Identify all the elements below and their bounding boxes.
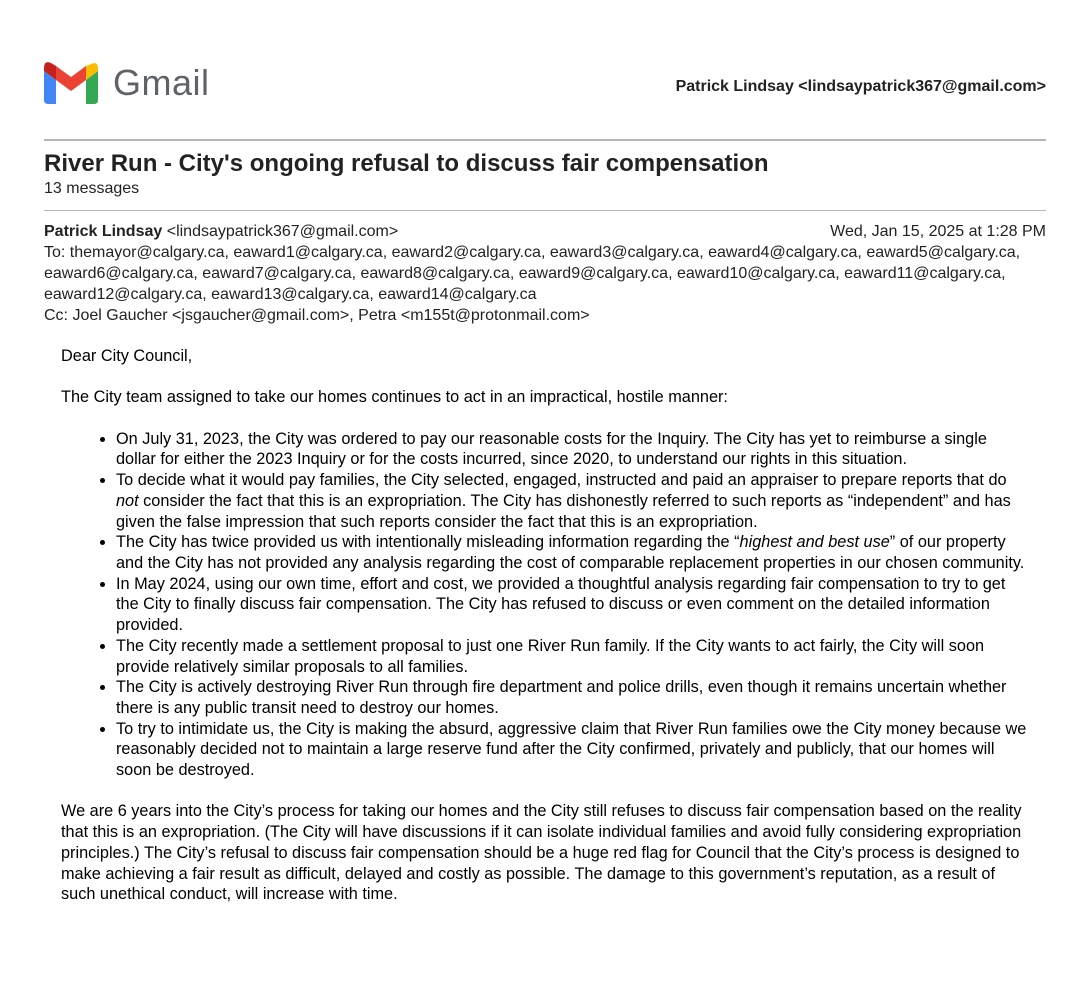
closing-paragraph: We are 6 years into the City’s process for taking our homes and the City still refuses to discuss fair compensation based on the reality that this is an expropriation. (The City will have discussions if it can isolate individual families and avoid fully considering expropriation principles.) The City’s refusal to discuss fair compensation should be a huge red flag for Council that the City’s process is designed to make achieving a fair result as difficult, delayed and costly as possible. The damage to this government’s reputation, as a result of such unethical conduct, will increase with time. (61, 802, 1022, 904)
sender-email: <lindsaypatrick367@gmail.com> (162, 223, 399, 240)
account-name: Patrick Lindsay <lindsaypatrick367@gmail.com> (675, 78, 1046, 95)
cc-recipients: Cc: Joel Gaucher <jsgaucher@gmail.com>, Petra <m155t@protonmail.com> (44, 307, 590, 324)
print-header (44, 62, 1046, 108)
list-item: • The City recently made a settlement proposal to just one River Run family. If the City wants to act fairly, the City will soon provide relatively similar proposals to all families. (116, 636, 1031, 677)
list-item (116, 470, 1031, 532)
message-date: Wed, Jan 15, 2025 at 1:28 PM (830, 223, 1046, 240)
thread-subject: River Run - City's ongoing refusal to discuss fair compensation (44, 150, 769, 177)
list-item: • In May 2024, using our own time, effort and cost, we provided a thoughtful analysis regarding fair compensation to try to get the City to finally discuss fair compensation. The City has refused to discuss or even comment on the detailed information provided. (116, 574, 1031, 636)
text-segment: The City has twice provided us with intentionally misleading information regarding the “ (116, 533, 740, 552)
emphasis: not (116, 491, 139, 510)
list-item: • On July 31, 2023, the City was ordered to pay our reasonable costs for the Inquiry. The City has yet to reimburse a single dollar for either the 2023 Inquiry or for the costs incurred, since 2020, to understand our rights in this situation. (116, 429, 1031, 470)
message-body (61, 346, 1031, 926)
greeting: Dear City Council, (61, 347, 193, 365)
text-segment: To decide what it would pay families, the City selected, engaged, instructed and paid an appraiser to prepare reports that do (116, 471, 1007, 490)
list-item: • To try to intimidate us, the City is making the absurd, aggressive claim that River Run families owe the City money because we reasonably decided not to maintain a large reserve fund after the City confirmed, privately and publicly, that our homes will soon be destroyed. (116, 719, 1031, 781)
bullet-list (61, 429, 1031, 781)
emphasis: highest and best use (739, 533, 890, 552)
sender-name: Patrick Lindsay (44, 223, 163, 240)
message-header (44, 221, 1046, 326)
message-count: 13 messages (44, 180, 140, 197)
list-item (116, 532, 1031, 573)
gmail-wordmark: Gmail (113, 62, 210, 103)
gmail-logo (44, 62, 210, 104)
divider (44, 139, 1046, 141)
gmail-m-icon (44, 62, 98, 104)
intro-paragraph: The City team assigned to take our homes continues to act in an impractical, hostile manner: (61, 388, 728, 407)
list-item: • The City is actively destroying River Run through fire department and police drills, even though it remains uncertain whether there is any public transit need to destroy our homes. (116, 677, 1031, 718)
divider (44, 210, 1046, 211)
to-recipients: To: themayor@calgary.ca, eaward1@calgary.ca, eaward2@calgary.ca, eaward3@calgary.ca, eaward4@calgary.ca, eaward5@calgary.ca, eaward6@calgary.ca, eaward7@calgary.ca, eaward8@calgary.ca, eaward9@calgary.ca, eaward10@calgary.ca, eaward11@calgary.ca, eaward12@calgary.ca, eaward13@calgary.ca, eaward14@calgary.ca (44, 244, 1021, 303)
text-segment: ” of our property and the City has not provided any analysis regarding the cost of comparable replacement properties in our chosen community. (116, 533, 1025, 572)
text-segment: consider the fact that this is an expropriation. The City has dishonestly referred to such reports as “independent” and has given the false impression that such reports consider the fact that this is an expropriation. (116, 491, 1011, 531)
